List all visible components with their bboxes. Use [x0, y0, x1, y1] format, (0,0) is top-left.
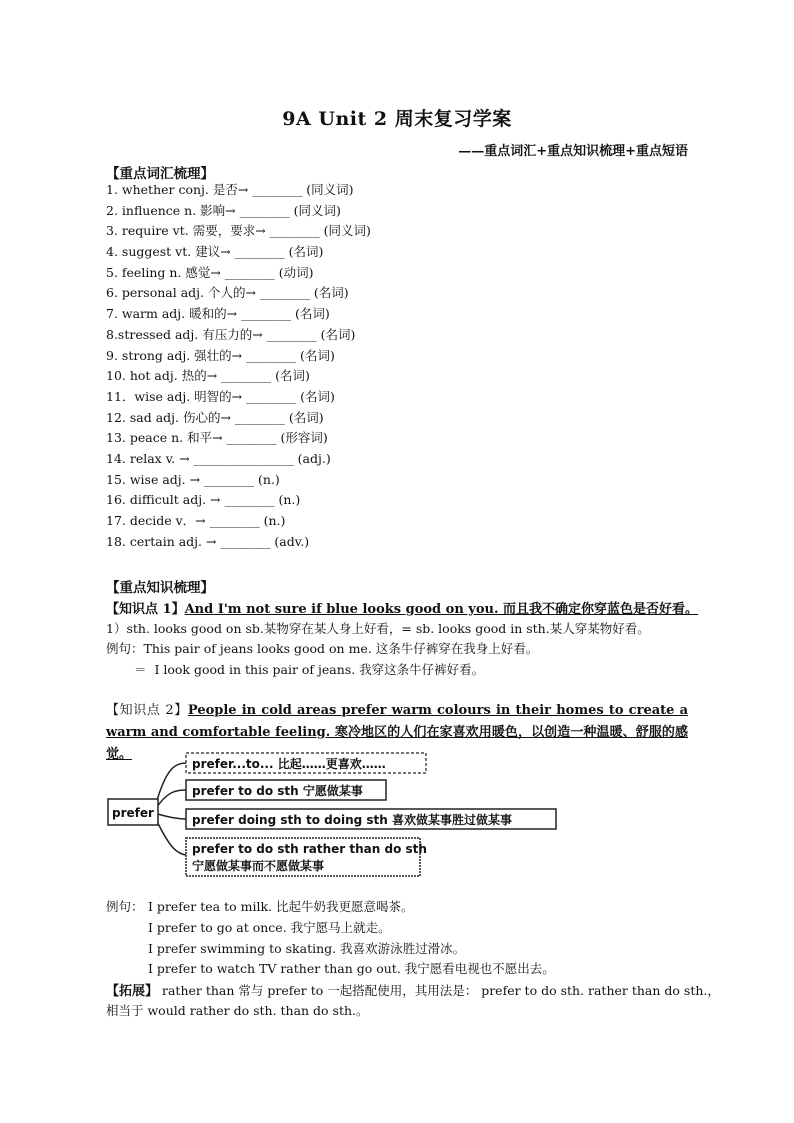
example-text: This pair of jeans looks good on me. 这条牛仔裤穿在我身上好看。 — [143, 641, 539, 656]
example-line: I prefer swimming to skating. 我喜欢游泳胜过滑冰。 — [148, 941, 466, 956]
vocab-list — [106, 180, 371, 552]
extension-line-2: 相当于 would rather do sth. than do sth.。 — [106, 1003, 369, 1018]
example-line: I prefer tea to milk. 比起牛奶我更愿意喝茶。 — [148, 899, 414, 914]
vocab-item: 9. strong adj. 强壮的→ ________ (名词) — [106, 347, 335, 363]
vocab-item: 16. difficult adj. → ________ (n.) — [106, 492, 301, 508]
mindmap-branch-label: prefer to do sth 宁愿做某事 — [192, 784, 363, 798]
kp2-tag: 【知识点 2】 — [106, 703, 188, 718]
mindmap-branch-label: prefer...to... 比起……更喜欢…… — [192, 757, 386, 771]
vocab-item: 10. hot adj. 热的→ ________ (名词) — [106, 368, 310, 384]
kp1-example2 — [134, 660, 484, 678]
vocab-item: 7. warm adj. 暖和的→ ________ (名词) — [106, 306, 330, 322]
example-text: I look good in this pair of jeans. 我穿这条牛仔裤好看。 — [154, 662, 485, 677]
vocab-item: 12. sad adj. 伤心的→ ________ (名词) — [106, 409, 324, 425]
prefer-mindmap — [106, 745, 566, 880]
vocab-item: 6. personal adj. 个人的→ ________ (名词) — [106, 285, 349, 301]
page-subtitle: ——重点词汇+重点知识梳理+重点短语 — [458, 144, 688, 159]
mindmap-branch-label: prefer to do sth rather than do sth — [192, 842, 427, 856]
page-title: 9A Unit 2 周末复习学案 — [282, 108, 512, 130]
vocab-item: 11．wise adj. 明智的→ ________ (名词) — [106, 388, 335, 404]
mindmap-center-label: prefer — [112, 806, 154, 820]
vocab-item: 13. peace n. 和平→ ________ (形容词) — [106, 430, 328, 446]
vocab-item: 1. whether conj. 是否→ ________ (同义词) — [106, 182, 354, 197]
example-label: 例句： — [106, 641, 144, 656]
kp1-example — [106, 639, 538, 657]
kp1-rule: 1）sth. looks good on sb.某物穿在某人身上好看，= sb. looks good in sth.某人穿某物好看。 — [106, 621, 650, 636]
vocab-item: 5. feeling n. 感觉→ ________ (动词) — [106, 264, 314, 280]
kp1-heading — [106, 598, 698, 617]
extension-line-1 — [106, 980, 720, 999]
example-line: I prefer to go at once. 我宁愿马上就走。 — [148, 920, 391, 935]
mindmap-connector — [154, 815, 188, 855]
vocab-item: 2. influence n. 影响→ ________ (同义词) — [106, 202, 341, 218]
mindmap-branch-label: prefer doing sth to doing sth 喜欢做某事胜过做某事 — [192, 813, 512, 827]
vocab-item: 15. wise adj. → ________ (n.) — [106, 471, 280, 487]
equals-sign: ＝ — [134, 662, 147, 677]
example-line: I prefer to watch TV rather than go out. 我宁愿看电视也不愿出去。 — [148, 961, 555, 976]
vocab-item: 14. relax v. → ________________ (adj.) — [106, 450, 331, 466]
vocab-item: 3. require vt. 需要，要求→ ________ (同义词) — [106, 223, 371, 239]
vocab-item: 4. suggest vt. 建议→ ________ (名词) — [106, 244, 324, 260]
kp2-sentence: People in cold areas prefer warm colours in their homes to create a warm and comfortable feeling. 寒冷地区的人们在家喜欢用暖色，以创造一种温暖、舒服的感觉。 — [106, 703, 689, 762]
vocab-item: 18. certain adj. → ________ (adv.) — [106, 533, 310, 549]
vocab-section-heading: 【重点词汇梳理】 — [106, 166, 214, 182]
mindmap-connector — [154, 813, 188, 819]
examples-label: 例句： — [106, 899, 144, 914]
vocab-item: 8.stressed adj. 有压力的→ ________ (名词) — [106, 326, 356, 342]
kp1-tag: 【知识点 1】 — [106, 602, 185, 617]
vocab-item: 17. decide v．→ ________ (n.) — [106, 513, 286, 528]
kp1-sentence: And I'm not sure if blue looks good on you. 而且我不确定你穿蓝色是否好看。 — [184, 602, 699, 617]
mindmap-branch-label: 宁愿做某事而不愿做某事 — [192, 859, 325, 873]
extension-text: rather than 常与 prefer to 一起搭配使用，其用法是： prefer to do sth. rather than do sth.， — [158, 983, 720, 998]
knowledge-section-heading: 【重点知识梳理】 — [106, 580, 214, 596]
extension-tag: 【拓展】 — [106, 984, 159, 999]
